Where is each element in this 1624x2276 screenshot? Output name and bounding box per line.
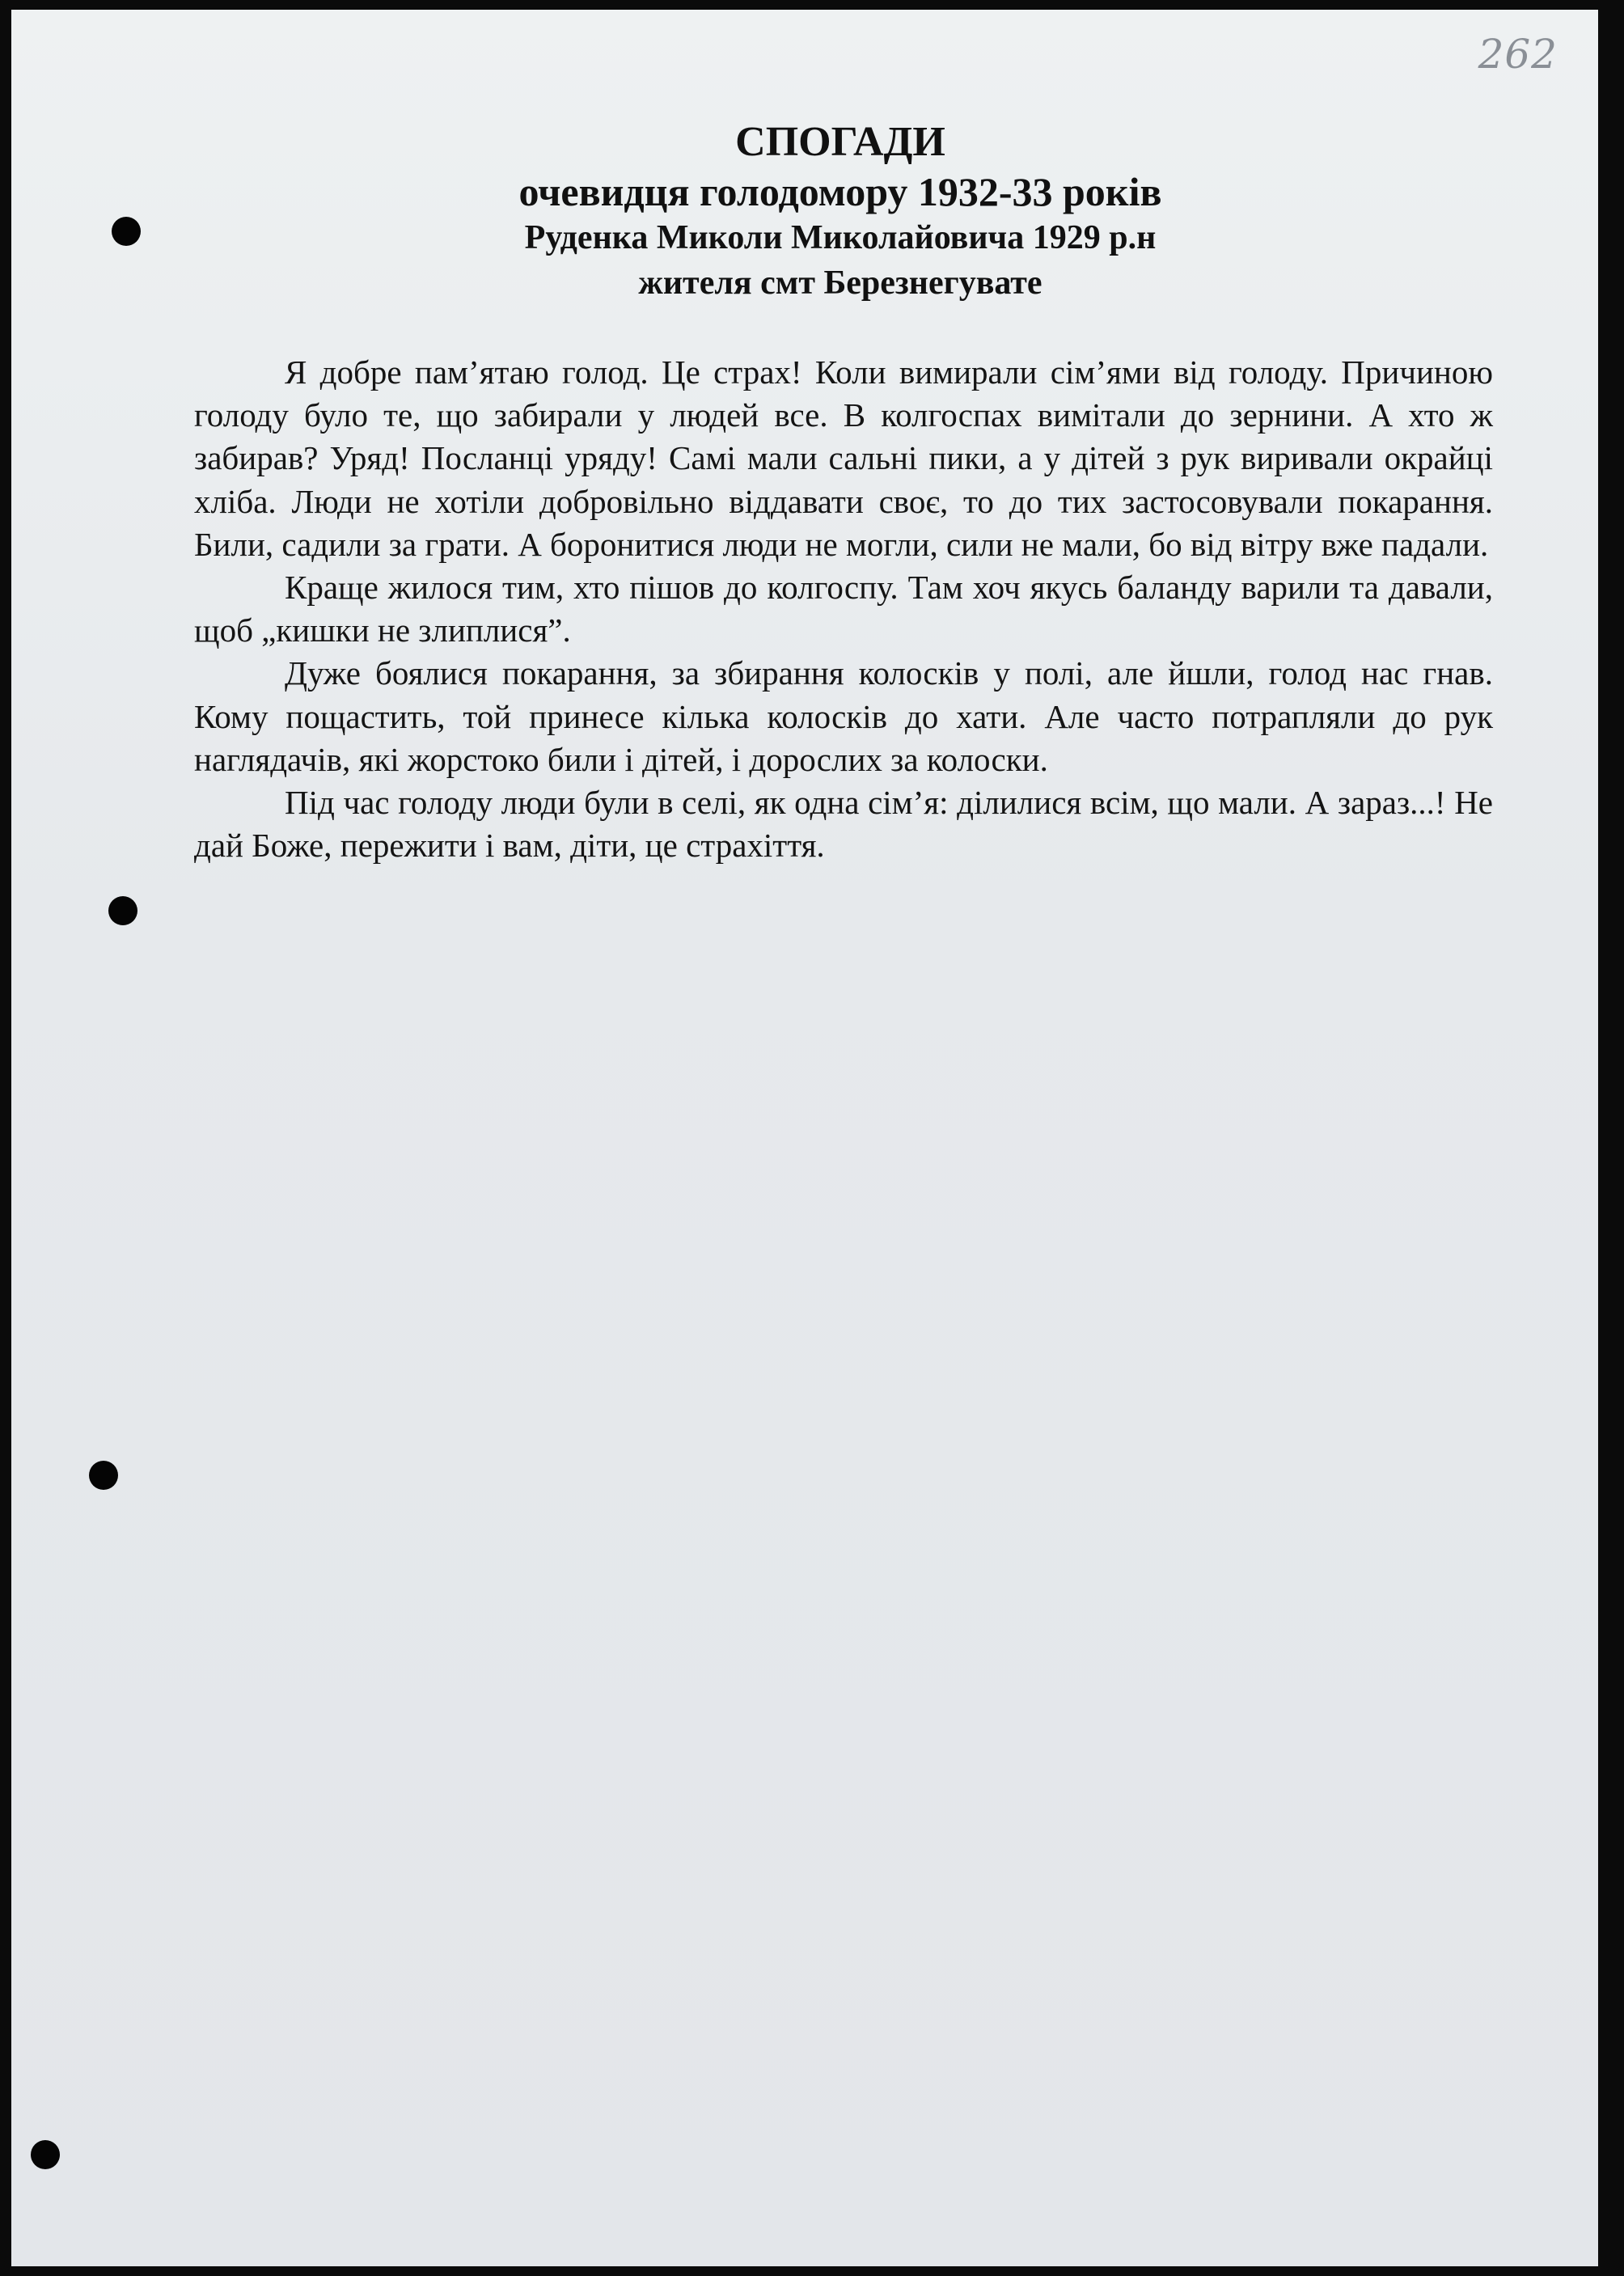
paragraph-1: Я добре пам’ятаю голод. Це страх! Коли вимирали сім’ями від голоду. Причиною голоду було те, що забирали у людей все. В колгоспах вимітали до зернини. А хто ж забирав? Уряд! Посланці уряду! Самі мали сальні пики, а у дітей з рук виривали окрайці хліба. Люди не хотіли добровільно віддавати своє, то до тих застосовували покарання. Били, садили за грати. А боронитися люди не могли, сили не мали, бо від вітру вже падали. [194, 353, 1493, 563]
document-title: СПОГАДИ [735, 119, 945, 165]
paragraph-4: Під час голоду люди були в селі, як одна сім’я: ділилися всім, що мали. А зараз...! Не дай Боже, пережити і вам, діти, це страхіття. [194, 784, 1493, 865]
memoir-body [194, 351, 1493, 867]
paragraph-2: Краще жилося тим, хто пішов до колгоспу. Там хоч якусь баланду варили та давали, щоб „кишки не злиплися”. [194, 569, 1493, 649]
document-subtitle-line-1: очевидця голодомору 1932-33 років [518, 169, 1162, 214]
document-subtitle-line-2: Руденка Миколи Миколайовича 1929 р.н [524, 219, 1157, 256]
page-number: 262 [1478, 31, 1558, 78]
punch-hole-3 [89, 1461, 118, 1490]
document-subtitle-line-3: жителя смт Березнегувате [638, 264, 1042, 302]
punch-hole-4 [31, 2140, 60, 2169]
paragraph-3: Дуже боялися покарання, за збирання колосків у полі, але йшли, голод нас гнав. Кому пощастить, той принесе кілька колосків до хати. Але часто потрапляли до рук наглядачів, які жорстоко били і дітей, і дорослих за колоски. [194, 654, 1493, 778]
document-page [11, 10, 1598, 2266]
punch-hole-2 [108, 896, 137, 925]
